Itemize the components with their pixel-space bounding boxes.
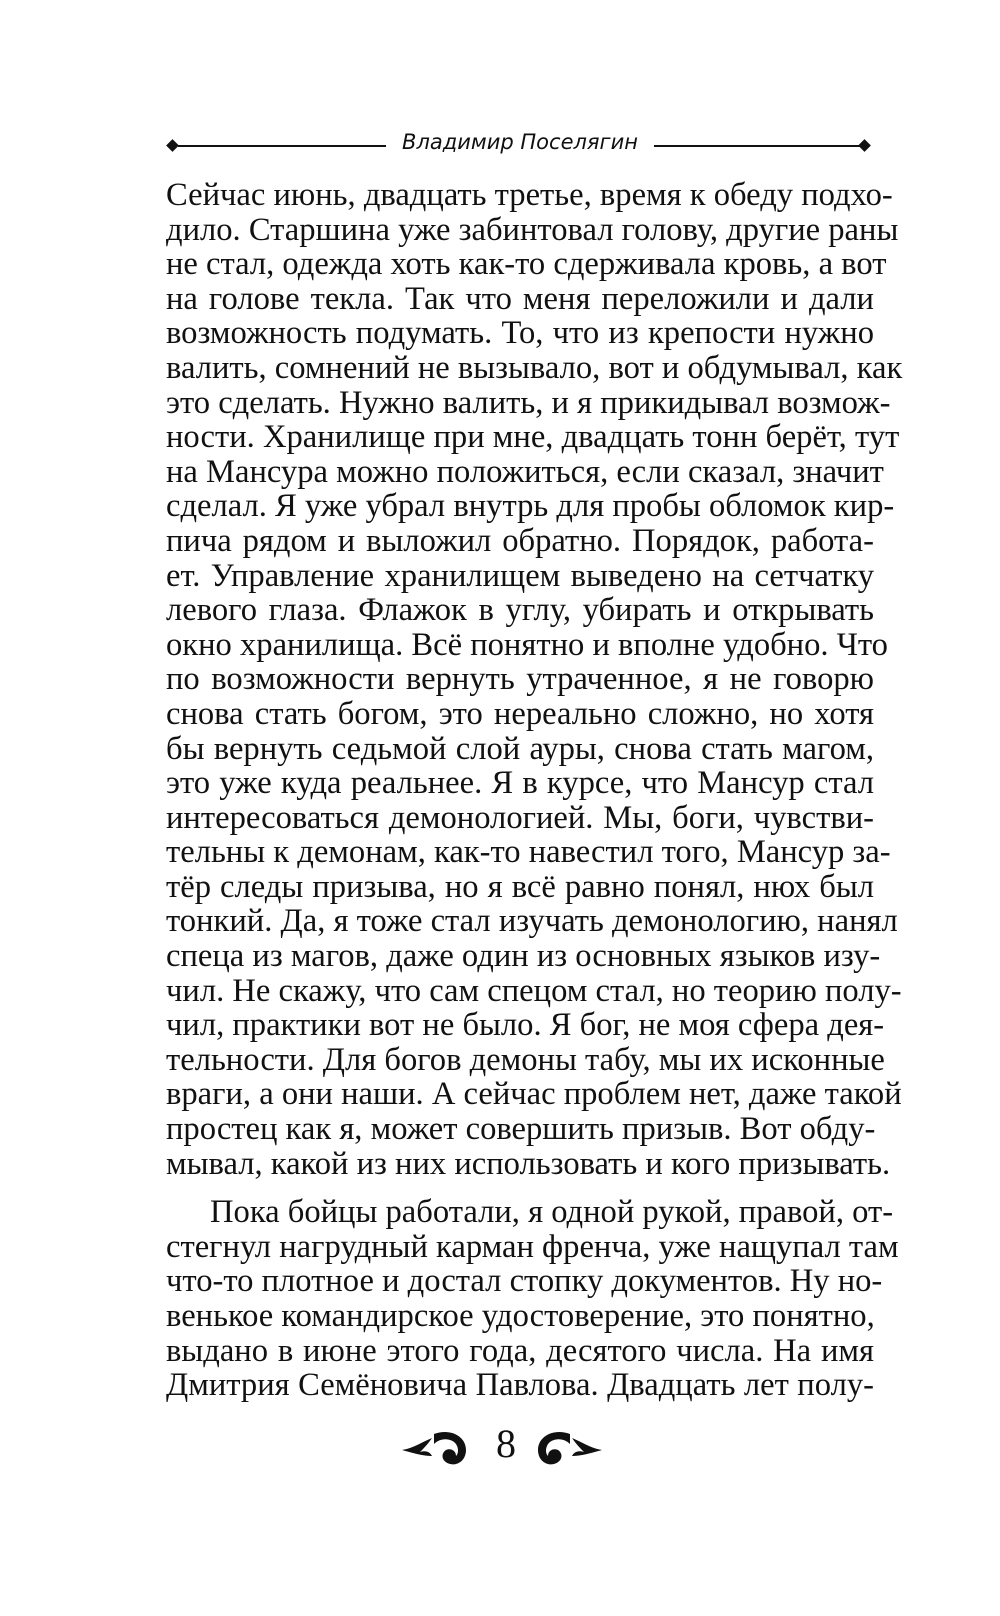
text-line: не стал, одежда хоть как-то сдерживала кровь, а вот bbox=[166, 246, 887, 283]
footer-ornament-left-icon bbox=[400, 1426, 470, 1470]
page-footer bbox=[400, 1418, 610, 1478]
text-line: это сделать. Нужно валить, и я прикидывал возмож- bbox=[166, 384, 891, 421]
text-line: венькое командирское удостоверение, это понятно, bbox=[166, 1298, 875, 1334]
text-line: враги, а они наши. А сейчас проблем нет, даже такой bbox=[166, 1076, 902, 1113]
body-text bbox=[166, 177, 903, 1404]
text-line: спеца из магов, даже один из основных языков изу- bbox=[166, 938, 881, 975]
text-line: снова стать богом, это нереально сложно, но хотя bbox=[166, 695, 874, 732]
text-line: по возможности вернуть утраченное, я не говорю bbox=[166, 661, 874, 698]
text-line: пича рядом и выложил обратно. Порядок, работа- bbox=[166, 522, 874, 559]
text-line: мывал, какой из них использовать и кого призывать. bbox=[166, 1145, 891, 1182]
text-line: простец как я, может совершить призыв. Вот обду- bbox=[166, 1111, 876, 1148]
text-line: ности. Хранилище при мне, двадцать тонн берёт, тут bbox=[166, 419, 900, 456]
text-line: тонкий. Да, я тоже стал изучать демонологию, нанял bbox=[166, 903, 898, 940]
text-line: бы вернуть седьмой слой ауры, снова стать магом, bbox=[166, 730, 874, 767]
text-line: тельности. Для богов демоны табу, мы их исконные bbox=[166, 1041, 885, 1078]
header-rule-right bbox=[654, 145, 860, 147]
text-line: тёр следы призыва, но я всё равно понял, нюх был bbox=[166, 868, 874, 905]
header-rule-left bbox=[178, 145, 386, 147]
header-ornament-left bbox=[166, 139, 179, 152]
paragraph bbox=[166, 177, 903, 1182]
text-line: ет. Управление хранилищем выведено на сетчатку bbox=[166, 557, 874, 594]
paragraph bbox=[166, 1194, 899, 1404]
text-line: валить, сомнений не вызывало, вот и обдумывал, как bbox=[166, 349, 903, 386]
text-line: Пока бойцы работали, я одной рукой, правой, от- bbox=[210, 1194, 894, 1231]
text-line: дило. Старшина уже забинтовал голову, другие раны bbox=[166, 211, 899, 248]
text-line: на Мансура можно положиться, если сказал, значит bbox=[166, 453, 884, 490]
text-line: возможность подумать. То, что из крепости нужно bbox=[166, 315, 874, 352]
page-number: 8 bbox=[496, 1421, 516, 1466]
text-line: тельны к демонам, как-то навестил того, Мансур за- bbox=[166, 834, 891, 871]
text-line: левого глаза. Флажок в углу, убирать и открывать bbox=[166, 592, 874, 629]
text-line: Сейчас июнь, двадцать третье, время к обеду подхо- bbox=[166, 177, 893, 213]
text-line: чил. Не скажу, что сам спецом стал, но теорию полу- bbox=[166, 972, 902, 1009]
text-line: сделал. Я уже убрал внутрь для пробы обломок кир- bbox=[166, 488, 895, 525]
text-line: Дмитрия Семёновича Павлова. Двадцать лет полу- bbox=[166, 1367, 874, 1404]
text-line: стегнул нагрудный карман френча, уже нащупал там bbox=[166, 1228, 899, 1265]
header-author: Владимир Поселягин bbox=[402, 130, 638, 154]
text-line: окно хранилища. Всё понятно и вполне удобно. Что bbox=[166, 626, 888, 663]
text-line: выдано в июне этого года, десятого числа. На имя bbox=[166, 1332, 874, 1369]
text-line: это уже куда реальнее. Я в курсе, что Мансур стал bbox=[166, 765, 874, 802]
text-line: чил, практики вот не было. Я бог, не моя сфера дея- bbox=[166, 1007, 885, 1044]
footer-ornament-right-icon bbox=[534, 1426, 604, 1470]
running-header bbox=[166, 126, 872, 166]
paragraph-gap bbox=[166, 1181, 874, 1195]
text-line: интересоваться демонологией. Мы, боги, чувстви- bbox=[166, 799, 874, 836]
text-line: на голове текла. Так что меня переложили и дали bbox=[166, 280, 874, 317]
text-line: что-то плотное и достал стопку документов. Ну но- bbox=[166, 1263, 883, 1300]
header-ornament-right bbox=[858, 139, 871, 152]
